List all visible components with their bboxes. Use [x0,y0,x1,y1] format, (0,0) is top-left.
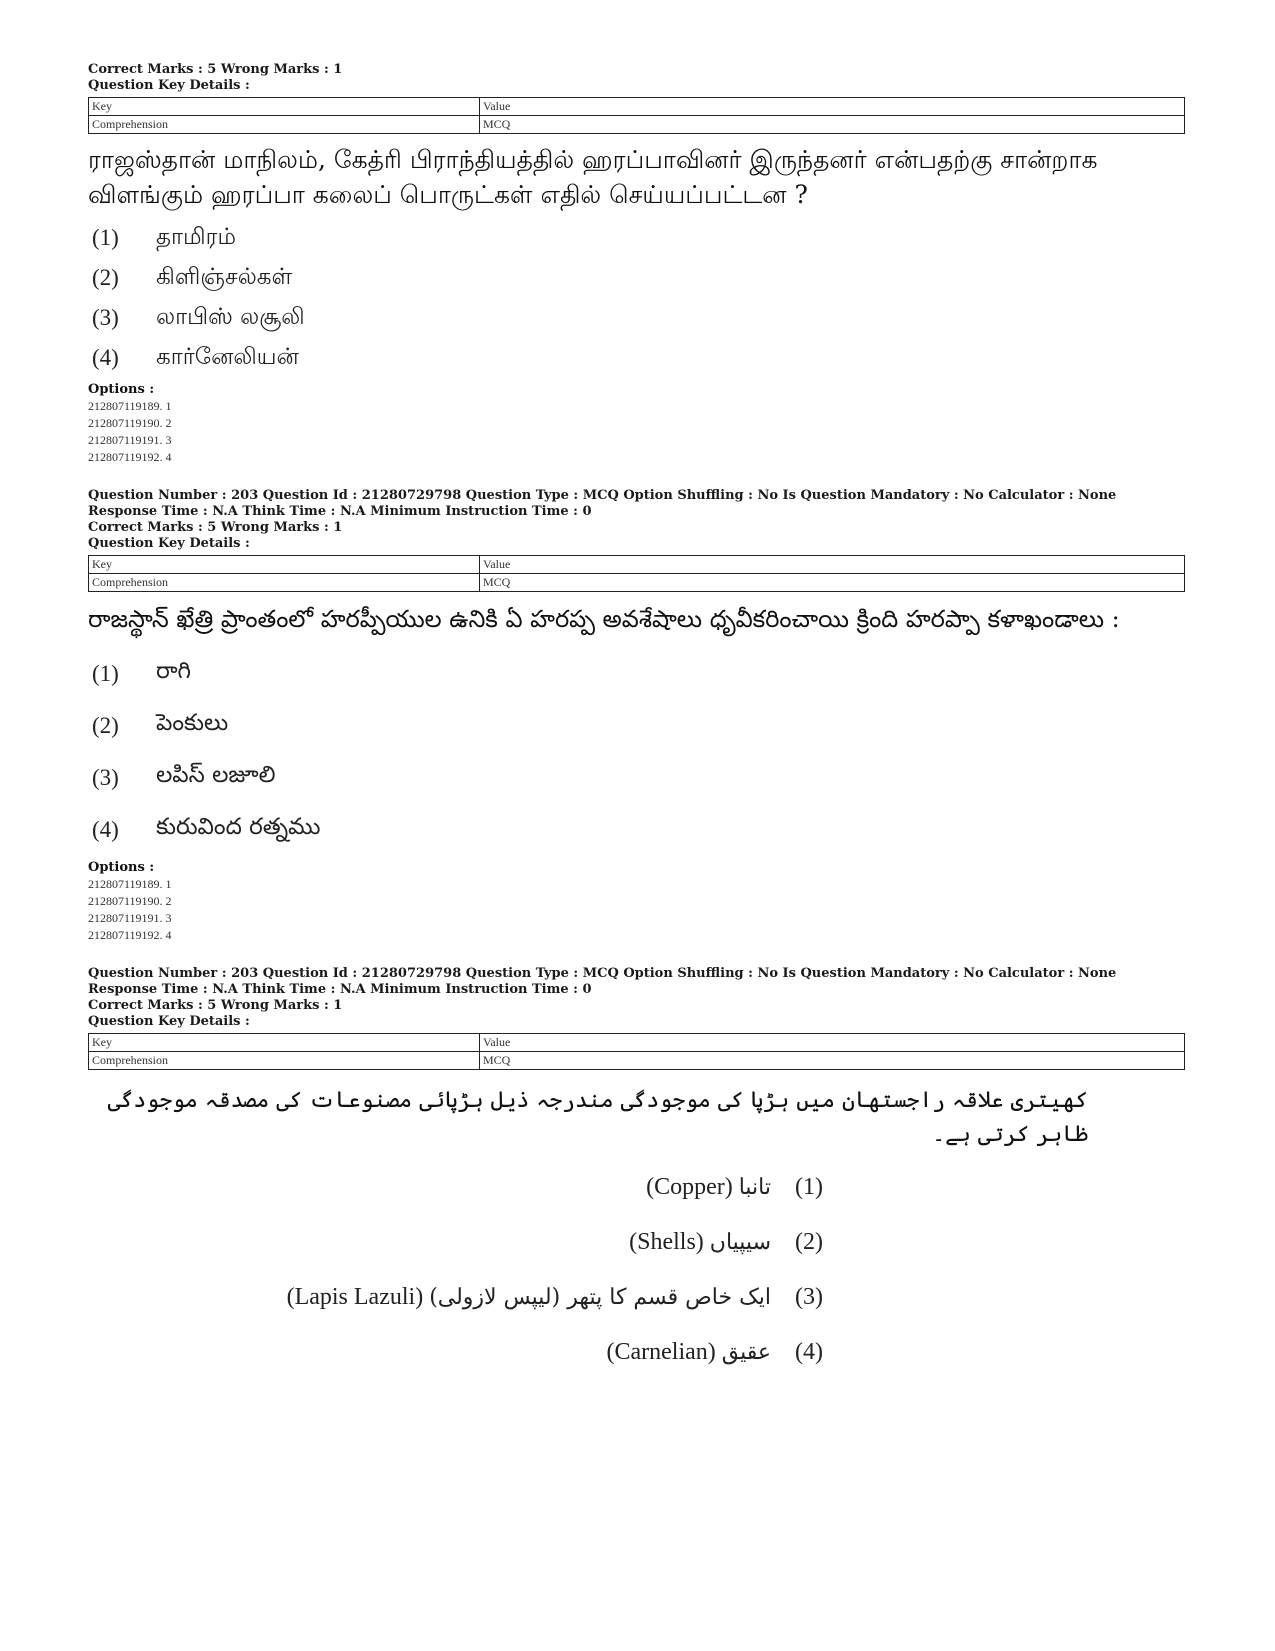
option-item [88,258,1188,298]
option-number: (4) [92,817,119,842]
option-number: (3) [92,765,119,790]
option-text: கார்னேலியன் [156,343,299,370]
value-cell: MCQ [480,1052,1185,1070]
option-id: 212807119191. 3 [88,433,172,447]
key-header: Key [89,1034,480,1052]
key-cell: Comprehension [89,116,480,134]
option-number: (2) [92,265,119,290]
option-item [88,338,1188,378]
option-english: (Shells) [629,1229,704,1255]
option-english: (Carnelian) [606,1339,716,1365]
option-ids [88,398,1188,466]
option-id: 212807119189. 1 [88,877,172,891]
option-number: (2) [92,713,119,738]
option-number: (1) [795,1174,823,1200]
key-details-label: Question Key Details : [88,1014,250,1029]
value-header: Value [480,556,1185,574]
option-text: கிளிஞ்சல்கள் [156,263,293,290]
options-label: Options : [88,382,155,397]
option-urdu: تانبا [738,1175,772,1200]
option-english: (Lapis Lazuli) [286,1284,424,1310]
question-block-tamil [88,62,1188,466]
marks-line: Correct Marks : 5 Wrong Marks : 1 [88,62,343,77]
key-details-label: Question Key Details : [88,536,250,551]
option-text: కురువింద రత్నము [156,814,321,840]
option-number: (4) [795,1339,823,1365]
option-id: 212807119190. 2 [88,416,172,430]
question-text: రాజస్థాన్ ఖేత్రి ప్రాంతంలో హరప్పీయుల ఉనికి ఏ హరప్ప అవశేషాలు ధృవీకరించాయి క్రింది హరప్పా కళాఖండాలు : [88,605,1120,633]
option-english: (Copper) [646,1174,733,1200]
option-number: (3) [92,305,119,330]
question-text: ராஜஸ்தான் மாநிலம், கேத்ரி பிராந்தியத்தில் ஹரப்பாவினர் இருந்தனர் என்பதற்கு சான்றாக விளங்கும் ஹரப்பா கலைப் பொருட்கள் எதில் செய்யப்பட்டன ? [88,145,1098,209]
marks-line: Correct Marks : 5 Wrong Marks : 1 [88,998,343,1013]
option-id: 212807119192. 4 [88,928,172,942]
option-item [88,1325,823,1380]
key-details-table [88,1033,1185,1070]
option-text: தாமிரம் [156,223,237,250]
option-item [88,648,1188,700]
key-cell: Comprehension [89,1052,480,1070]
option-id: 212807119189. 1 [88,399,172,413]
option-text: పెంకులు [156,710,229,736]
option-number: (4) [92,345,119,370]
question-header-line: Question Number : 203 Question Id : 21280729798 Question Type : MCQ Option Shuffling : No Is Question Mandatory : No Calculator : None [88,488,1117,503]
option-text: రాగి [156,658,191,684]
option-item [88,752,1188,804]
option-text: లపిస్ లజూలి [156,762,276,788]
option-id: 212807119190. 2 [88,894,172,908]
question-header-line: Question Number : 203 Question Id : 21280729798 Question Type : MCQ Option Shuffling : No Is Question Mandatory : No Calculator : None [88,966,1117,981]
response-time-line: Response Time : N.A Think Time : N.A Minimum Instruction Time : 0 [88,504,592,519]
key-header: Key [89,556,480,574]
options-label: Options : [88,860,155,875]
key-details-table [88,555,1185,592]
option-number: (1) [92,661,119,686]
value-header: Value [480,98,1185,116]
option-number: (3) [795,1284,823,1310]
question-block-urdu [88,966,1188,1380]
option-ids [88,876,1188,944]
value-header: Value [480,1034,1185,1052]
option-item [88,1215,823,1270]
key-cell: Comprehension [89,574,480,592]
option-item [88,700,1188,752]
option-item [88,1160,823,1215]
options-list [88,1160,1188,1380]
option-item [88,1270,823,1325]
option-item [88,298,1188,338]
marks-line: Correct Marks : 5 Wrong Marks : 1 [88,520,343,535]
response-time-line: Response Time : N.A Think Time : N.A Minimum Instruction Time : 0 [88,982,592,997]
option-id: 212807119192. 4 [88,450,172,464]
options-list [88,648,1188,856]
option-urdu: عقیق [721,1340,772,1365]
question-block-telugu [88,488,1188,944]
document-page [88,62,1188,1380]
option-number: (1) [92,225,119,250]
key-details-label: Question Key Details : [88,78,250,93]
option-urdu: ایک خاص قسم کا پتھر (لیپس لازولی) [429,1285,772,1310]
key-header: Key [89,98,480,116]
value-cell: MCQ [480,116,1185,134]
value-cell: MCQ [480,574,1185,592]
option-text: லாபிஸ் லசூலி [156,303,305,330]
key-details-table [88,97,1185,134]
option-item [88,218,1188,258]
options-list [88,218,1188,378]
option-item [88,804,1188,856]
option-id: 212807119191. 3 [88,911,172,925]
question-text: کھیتری علاقہ راجستھان میں ہڑپا کی موجودگی مندرجہ ذیل ہڑپائی مصنوعات کی مصدقہ موجودگی ظاہر کرتی ہے۔ [107,1088,1088,1147]
option-number: (2) [795,1229,823,1255]
option-urdu: سیپیاں [709,1230,772,1255]
